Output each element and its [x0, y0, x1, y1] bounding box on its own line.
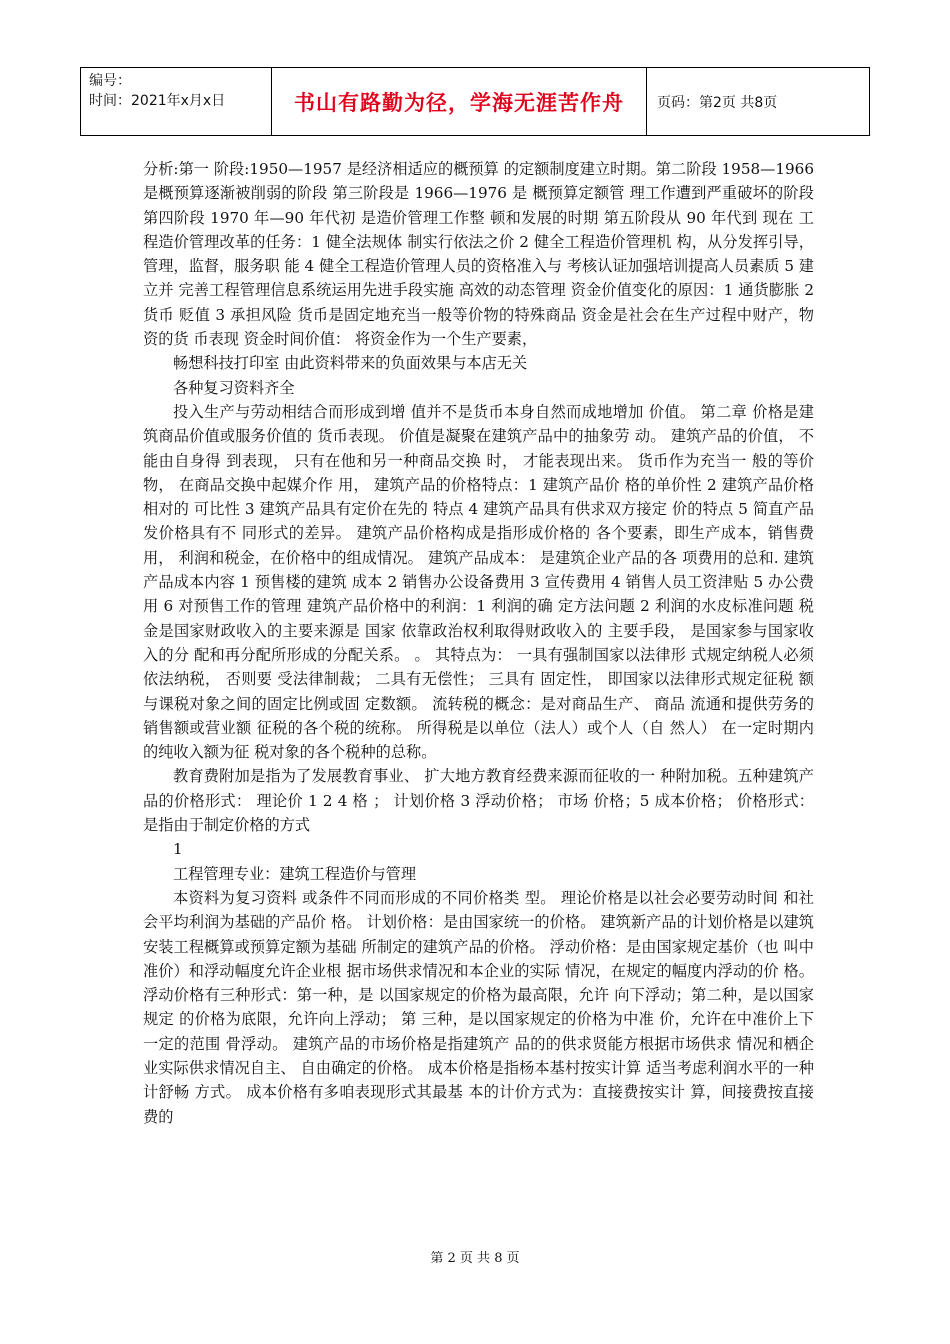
page-footer: 第 2 页 共 8 页 [430, 1251, 520, 1266]
time-label: 时间：2021年x月x日 [89, 93, 226, 109]
document-body [143, 157, 814, 1129]
paragraph-shop-notice: 畅想科技打印室 由此资料带来的负面效果与本店无关 [173, 354, 528, 373]
paragraph-price-chapter: 投入生产与劳动相结合而形成到增 值并不是货币本身自然而成地增加 价值。 第二章 价格是建筑商品价值或服务价值的 货币表现。 价值是凝聚在建筑产品中的抽象劳 动。 建筑产品的价值， 不能由自身得 到表现， 只有在他和另一种商品交换 时， 才能表现出来。 货币作为充当一 般的等价物， 在商品交换中起媒介作 用， 建筑产品的价格特点：1 建筑产品价 格的单价性 2 建筑产品价格相对的 可比性 3 建筑产品具有定价在先的 特点 4 建筑产品具有供求双方接定 价的特点 5 简直产品发价格具有不 同形式的差异。 建筑产品价格构成是指形成价格的 各个要素，即生产成本，销售费用， 利润和税金，在价格中的组成情况。 建筑产品成本： 是建筑企业产品的各 项费用的总和. 建筑产品成本内容 1 预售楼的建筑 成本 2 销售办公设备费用 3 宣传费用 4 销售人员工资津贴 5 办公费用 6 对预售工作的管理 建筑产品价格中的利润：1 利润的确 定方法问题 2 利润的水皮标准问题 税金是国家财政收入的主要来源是 国家 依靠政治权利取得财政收入的 主要手段， 是国家参与国家收入的分 配和再分配所形成的分配关系。 。 其特点为： 一具有强制国家以法律形 式规定纳税人必须依法纳税， 否则要 受法律制裁； 二具有无偿性； 三具有 固定性， 即国家以法律形式规定征税 额与课税对象之间的固定比例或固 定数额。 流转税的概念：是对商品生产、 商品 流通和提供劳务的销售额或营业额 征税的各个税的统称。 所得税是以单位（法人）或个人（自 然人） 在一定时期内的纯收入额为征 税对象的各个税种的总称。 [143, 402, 814, 762]
header-meta [81, 68, 272, 135]
paragraph-major-title: 工程管理专业：建筑工程造价与管理 [173, 864, 416, 883]
paragraph-history: 分析:第一 阶段:1950—1957 是经济相适应的概预算 的定额制度建立时期。第二阶段 1958—1966 是概预算逐渐被削弱的阶段 第三阶段是 1966—1976 是 概预算定额管 理工作遭到严重破坏的阶段第四阶段 1970 年—90 年代初 是造价管理工作整 顿和发展的时期 第五阶段从 90 年代到 现在 工程造价管理改革的任务：1 健全法规体 制实行依法之价 2 健全工程造价管理机 构，从分发挥引导，管理，监督，服务职 能 4 健全工程造价管理人员的资格准入与 考核认证加强培训提高人员素质 5 建立并 完善工程管理信息系统运用先进手段实施 高效的动态管理 资金价值变化的原因：1 通货膨胀 2 货币 贬值 3 承担风险 货币是固定地充当一般等价物的特殊商品 资金是社会在生产过程中财产，物资的货 币表现 资金时间价值： 将资金作为一个生产要素， [143, 160, 814, 349]
header-page-cell [647, 68, 869, 135]
paragraph-price-forms: 本资料为复习资料 或条件不同而形成的不同价格类 型。 理论价格是以社会必要劳动时间 和社会平均利润为基础的产品价 格。 计划价格：是由国家统一的价格。 建筑新产品的计划价格是以建筑 安装工程概算或预算定额为基础 所制定的建筑产品的价格。 浮动价格：是由国家规定基价（也 叫中准价）和浮动幅度允许企业根 据市场供求情况和本企业的实际 情况，在规定的幅度内浮动的价 格。 浮动价格有三种形式：第一种，是 以国家规定的价格为最高限，允许 向下浮动；第二种，是以国家规定 的价格为底限，允许向上浮动； 第 三种，是以国家规定的价格为中准 价，允许在中准价上下一定的范围 骨浮动。 建筑产品的市场价格是指建筑产 品的的供求贤能方根据市场供求 情况和栖企业实际供求情况自主、 自由确定的价格。 成本价格是指杨本基村按实计算 适当考虑利润水平的一种计舒畅 方式。 成本价格有多咱表现形式其最基 本的计价方式为：直接费按实计 算，间接费按直接费的 [143, 888, 814, 1126]
motto-text: 书山有路勤为径，学海无涯苦作舟 [294, 90, 624, 115]
paragraph-education-surcharge: 教育费附加是指为了发展教育事业、 扩大地方教育经费来源而征收的一 种附加税。五种建筑产品的价格形式： 理论价 1 2 4 格 ； 计划价格 3 浮动价格； 市场 价格；5 成本价格； 价格形式： 是指由于制定价格的方式 [143, 767, 814, 835]
number-label: 编号： [89, 73, 131, 89]
header-motto-cell [272, 68, 647, 135]
page-info: 页码：第2页 共8页 [657, 94, 778, 111]
paragraph-page-number: 1 [173, 840, 183, 859]
document-header [80, 67, 870, 136]
paragraph-materials-note: 各种复习资料齐全 [173, 378, 295, 397]
